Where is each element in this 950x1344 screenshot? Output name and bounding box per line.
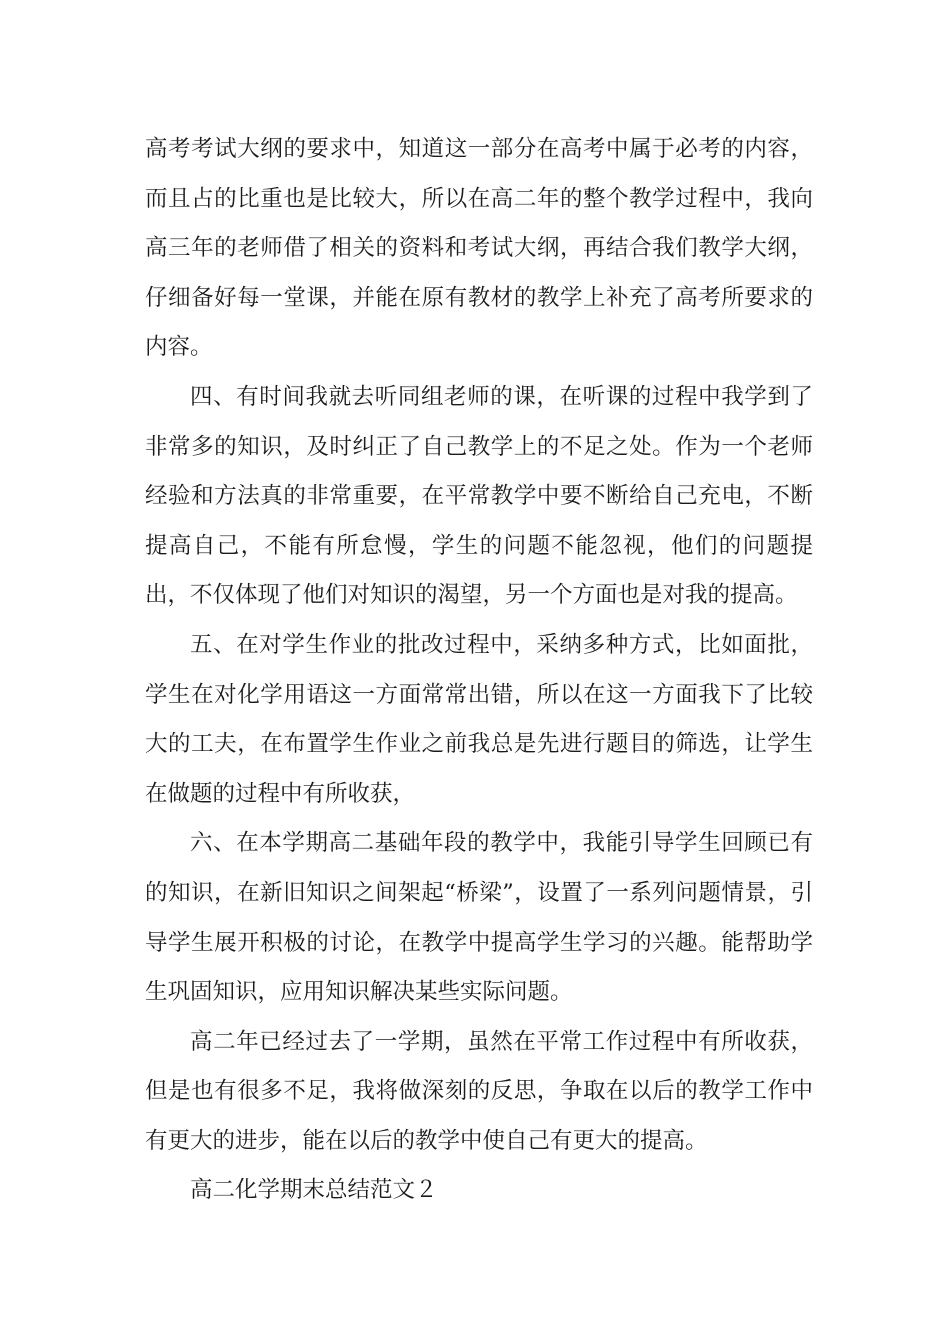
paragraph-2: 四、有时间我就去听同组老师的课，在听课的过程中我学到了非常多的知识，及时纠正了自己教学上的不足之处。作为一个老师经验和方法真的非常重要，在平常教学中要不断给自己充电，不断提高自己，不能有所怠慢，学生的问题不能忽视，他们的问题提出，不仅体现了他们对知识的渴望，另一个方面也是对我的提高。 — [145, 383, 813, 609]
paragraph-1: 高考考试大纲的要求中，知道这一部分在高考中属于必考的内容，而且占的比重也是比较大，所以在高二年的整个教学过程中，我向高三年的老师借了相关的资料和考试大纲，再结合我们教学大纲，仔细备好每一堂课，并能在原有教材的教学上补充了高考所要求的内容。 — [145, 136, 813, 361]
section-title: 高二化学期末总结范文２ — [190, 1177, 438, 1204]
paragraph-4: 六、在本学期高二基础年段的教学中，我能引导学生回顾已有的知识，在新旧知识之间架起“桥梁”，设置了一系列问题情景，引导学生展开积极的讨论，在教学中提高学生学习的兴趣。能帮助学生巩固知识，应用知识解决某些实际问题。 — [145, 830, 813, 1006]
document-body — [145, 125, 813, 1216]
paragraph-5: 高二年已经过去了一学期，虽然在平常工作过程中有所收获，但是也有很多不足，我将做深刻的反思，争取在以后的教学工作中有更大的进步，能在以后的教学中使自己有更大的提高。 — [145, 1028, 813, 1154]
paragraph-3: 五、在对学生作业的批改过程中，采纳多种方式，比如面批，学生在对化学用语这一方面常常出错，所以在这一方面我下了比较大的工夫，在布置学生作业之前我总是先进行题目的筛选，让学生在做题的过程中有所收获， — [145, 631, 813, 807]
